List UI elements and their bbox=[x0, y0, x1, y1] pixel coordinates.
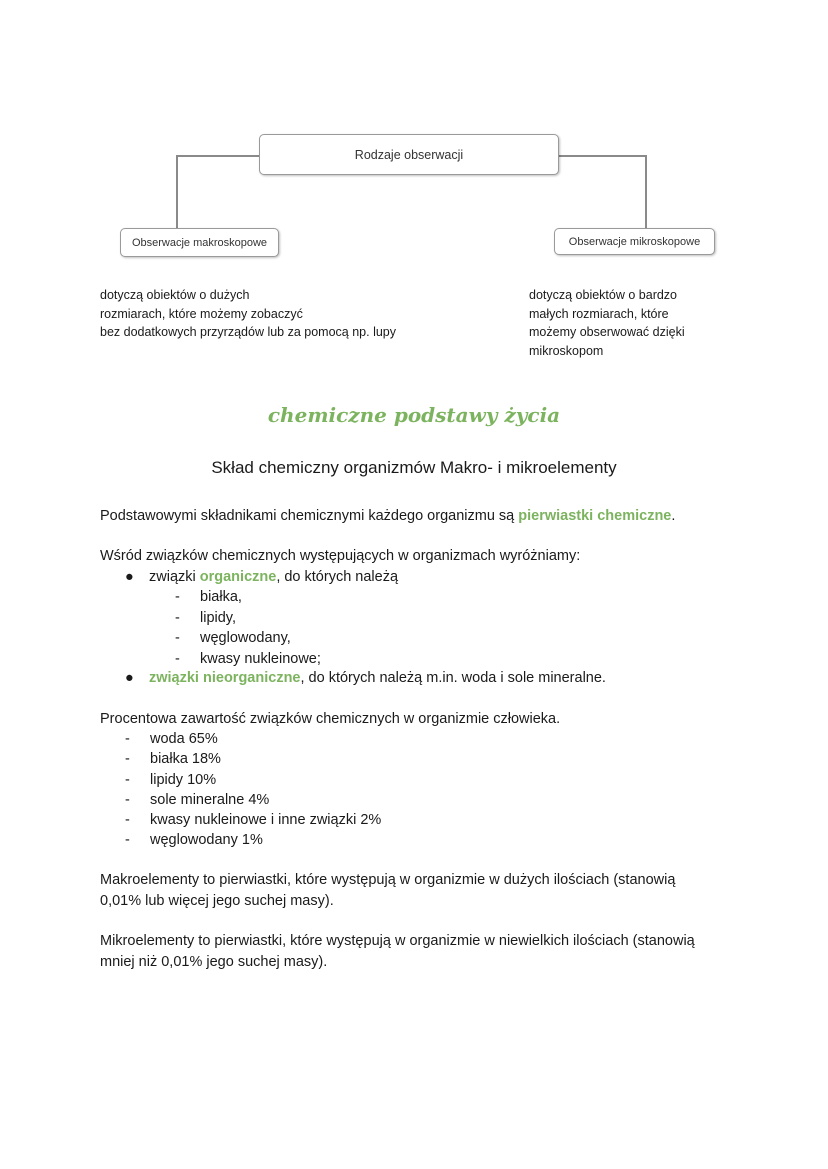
list-item-text: białka 18% bbox=[150, 751, 221, 768]
macroscopic-description bbox=[100, 286, 480, 342]
connector-right-h bbox=[558, 155, 646, 157]
inorganic-highlight: związki nieorganiczne bbox=[149, 670, 301, 686]
list-item bbox=[175, 628, 475, 649]
dash-icon: - bbox=[175, 589, 180, 605]
organic-highlight: organiczne bbox=[199, 569, 277, 585]
organic-list bbox=[175, 587, 475, 669]
intro-text: Podstawowymi składnikami chemicznymi każdego organizmu są bbox=[100, 508, 519, 524]
dash-icon: - bbox=[175, 609, 180, 626]
connector-right-v bbox=[645, 155, 647, 228]
desc-line: dotyczą obiektów o dużych bbox=[100, 288, 250, 302]
macroscopic-node: Obserwacje makroskopowe bbox=[120, 228, 279, 257]
paragraph-line: 0,01% lub więcej jego suchej masy). bbox=[100, 892, 334, 909]
list-item bbox=[125, 810, 525, 830]
dash-icon: - bbox=[125, 771, 130, 788]
organic-text: związki bbox=[149, 569, 200, 585]
dash-icon: - bbox=[125, 791, 130, 808]
dash-icon: - bbox=[125, 751, 130, 768]
percent-list bbox=[125, 729, 525, 851]
macroelements-paragraph bbox=[100, 870, 750, 911]
list-item bbox=[175, 649, 475, 670]
intro-paragraph bbox=[100, 506, 740, 527]
section-subtitle: Skład chemiczny organizmów Makro- i mikroelementy bbox=[211, 458, 617, 477]
bullet-dot-icon: ● bbox=[125, 569, 134, 585]
desc-line: rozmiarach, które możemy zobaczyć bbox=[100, 306, 303, 321]
list-item-text: kwasy nukleinowe i inne związki 2% bbox=[150, 812, 382, 829]
list-item bbox=[175, 608, 475, 629]
list-item bbox=[175, 587, 475, 608]
list-item-text: białka, bbox=[200, 589, 242, 605]
dash-icon: - bbox=[125, 832, 130, 849]
dash-icon: - bbox=[175, 650, 180, 667]
list-item-text: sole mineralne 4% bbox=[150, 791, 270, 808]
bullet-dot-icon: ● bbox=[125, 670, 134, 686]
section-title: chemiczne podstawy życia bbox=[267, 403, 561, 427]
connector-left-v bbox=[176, 155, 178, 229]
desc-line: małych rozmiarach, które bbox=[529, 306, 669, 321]
list-item bbox=[125, 770, 525, 790]
dash-icon: - bbox=[125, 731, 130, 747]
root-node: Rodzaje obserwacji bbox=[259, 134, 559, 175]
organic-end: , do których należą bbox=[276, 569, 399, 585]
microscopic-node: Obserwacje mikroskopowe bbox=[554, 228, 715, 255]
paragraph-line: Makroelementy to pierwiastki, które występują w organizmie w dużych ilościach (stanowią bbox=[100, 872, 676, 888]
list-item-text: kwasy nukleinowe; bbox=[200, 650, 321, 667]
list-item bbox=[125, 790, 525, 810]
desc-line: dotyczą obiektów o bardzo bbox=[529, 288, 678, 302]
paragraph-line: Mikroelementy to pierwiastki, które występują w organizmie w niewielkich ilościach (stanowią bbox=[100, 933, 695, 949]
compounds-lead: Wśród związków chemicznych występujących w organizmach wyróżniamy: bbox=[100, 548, 581, 564]
list-item bbox=[125, 830, 525, 850]
inorganic-end: , do których należą m.in. woda i sole mineralne. bbox=[300, 670, 606, 686]
dash-icon: - bbox=[125, 812, 130, 829]
list-item-text: węglowodany, bbox=[200, 630, 291, 646]
desc-line: możemy obserwować dzięki bbox=[529, 325, 685, 339]
paragraph-line: mniej niż 0,01% jego suchej masy). bbox=[100, 953, 328, 970]
desc-line: bez dodatkowych przyrządów lub za pomocą np. lupy bbox=[100, 325, 396, 339]
list-item bbox=[125, 749, 525, 769]
list-item-text: woda 65% bbox=[150, 731, 218, 747]
dash-icon: - bbox=[175, 630, 180, 646]
intro-highlight: pierwiastki chemiczne bbox=[518, 508, 672, 524]
percent-lead: Procentowa zawartość związków chemicznych w organizmie człowieka. bbox=[100, 711, 561, 727]
list-item-text: lipidy, bbox=[200, 609, 236, 626]
connector-left-h bbox=[176, 155, 260, 157]
desc-line: mikroskopom bbox=[529, 343, 604, 358]
microelements-paragraph bbox=[100, 931, 760, 972]
intro-end: . bbox=[671, 508, 676, 524]
list-item bbox=[125, 729, 525, 749]
microscopic-description bbox=[529, 286, 779, 360]
list-item-text: węglowodany 1% bbox=[150, 832, 263, 849]
list-item-text: lipidy 10% bbox=[150, 771, 217, 788]
